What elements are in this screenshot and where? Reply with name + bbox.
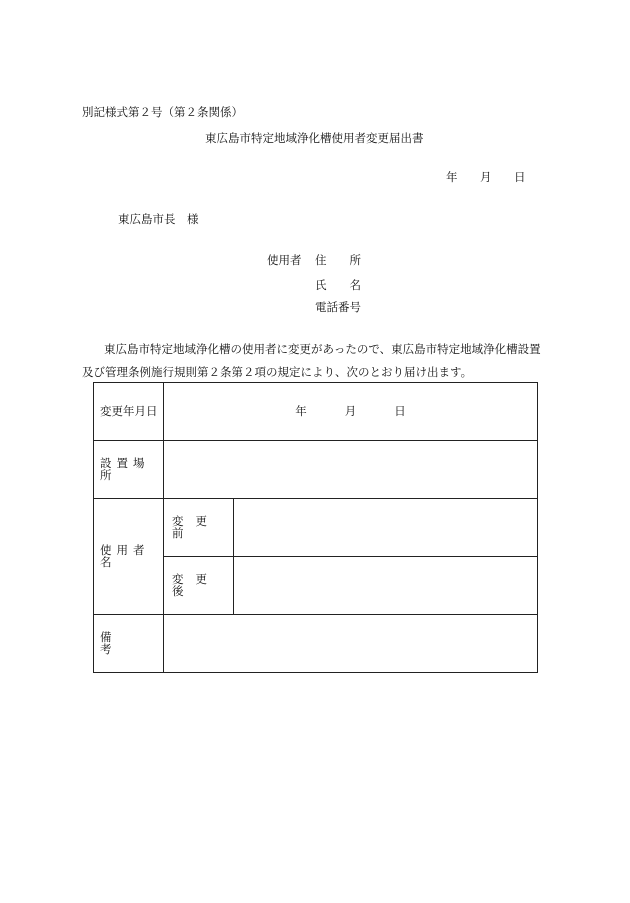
body-text-line-2: 及び管理条例施行規則第２条第２項の規定により、次のとおり届け出ます。 [82,365,473,379]
install-place-label: 設置場所 [100,456,150,482]
install-place-value-cell[interactable] [164,441,538,499]
change-date-month: 月 [344,403,357,418]
before-label: 変更前 [172,514,219,540]
install-place-row [94,441,538,499]
remarks-value-cell[interactable] [164,615,538,673]
change-date-label-cell [94,383,164,441]
applicant-user-label: 使用者 [267,253,302,267]
date-month-label: 月 [480,170,492,184]
date-day-label: 日 [514,170,526,184]
before-label-cell [164,499,234,557]
change-date-value-cell[interactable] [164,383,538,441]
after-value-cell[interactable] [234,557,538,615]
change-date-label: 変更年月日 [100,403,158,418]
body-text-line-1: 東広島市特定地域浄化槽の使用者に変更があったので、東広島市特定地域浄化槽設置 [104,342,541,356]
user-name-before-row [94,499,538,557]
form-identifier: 別記様式第２号（第２条関係） [82,105,243,119]
applicant-phone-label: 電話番号 [315,300,361,314]
document-title: 東広島市特定地域浄化槽使用者変更届出書 [205,131,424,145]
remarks-label-cell [94,615,164,673]
change-date-row [94,383,538,441]
addressee: 東広島市長 様 [118,212,199,226]
user-name-label-cell [94,499,164,615]
change-date-year: 年 [295,403,307,418]
remarks-row [94,615,538,673]
install-place-label-cell [94,441,164,499]
applicant-name-label: 氏 名 [315,278,361,292]
after-label-cell [164,557,234,615]
change-date-day: 日 [394,403,406,418]
user-name-label: 使用者名 [100,543,150,569]
applicant-address-label: 住 所 [315,253,361,267]
notification-form-table [93,382,538,673]
after-label: 変更後 [172,572,219,598]
date-year-label: 年 [446,170,458,184]
remarks-label: 備考 [100,630,146,656]
before-value-cell[interactable] [234,499,538,557]
